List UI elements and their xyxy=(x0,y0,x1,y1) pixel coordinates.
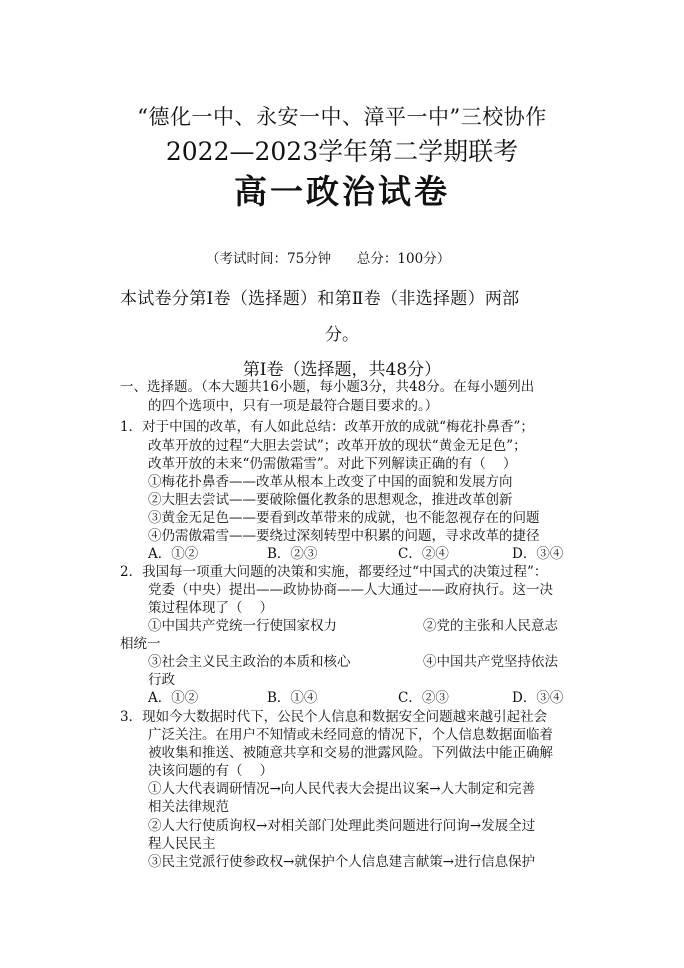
q2-item: ④中国共产党坚持依法 xyxy=(423,654,558,670)
q1-item: ①梅花扑鼻香——改革从根本上改变了中国的面貌和发展方向 xyxy=(148,474,513,490)
q2-item: ②党的主张和人民意志 xyxy=(423,618,558,634)
q2-stem-line: 策过程体现了（ ） xyxy=(148,600,274,616)
q2-option-b: B．①④ xyxy=(267,690,318,706)
instructions-line-1: 一、选择题。（本大题共16小题，每小题3分，共48分。在每小题列出 xyxy=(120,379,535,395)
q2-item: ③社会主义民主政治的本质和核心 xyxy=(148,654,351,670)
exam-year-title: 2022—2023学年第二学期联考 xyxy=(165,137,519,166)
q1-option-a: A．①② xyxy=(148,546,199,562)
q3-item: ①人大代表调研情况→向人民代表大会提出议案→人大制定和完善 xyxy=(148,781,536,797)
q3-item: 程人民民主 xyxy=(148,836,216,852)
q3-stem-line: 被收集和推送、被随意共享和交易的泄露风险。下列做法中能正确解 xyxy=(148,745,553,761)
q2-item: 行政 xyxy=(148,672,175,688)
q2-stem-line: 2．我国每一项重大问题的决策和实施，都要经过“中国式的决策过程”： xyxy=(120,564,548,580)
q3-stem-line: 广泛关注。在用户不知情或未经同意的情况下，个人信息数据面临着 xyxy=(148,727,553,743)
paper-title: 高一政治试卷 xyxy=(234,172,450,211)
q1-item: ④仍需傲霜雪——要绕过深刻转型中积累的问题，寻求改革的捷径 xyxy=(148,528,540,544)
intro-line-1: 本试卷分第Ⅰ卷（选择题）和第Ⅱ卷（非选择题）两部 xyxy=(120,289,520,309)
q1-item: ②大胆去尝试——要破除僵化教条的思想观念，推进改革创新 xyxy=(148,492,513,508)
q1-item: ③黄金无足色——要看到改革带来的成就，也不能忽视存在的问题 xyxy=(148,510,540,526)
q2-stem-line: 党委（中央）提出——政协协商——人大通过——政府执行。这一决 xyxy=(148,582,553,598)
q3-stem-line: 3．现如今大数据时代下，公民个人信息和数据安全问题越来越引起社会 xyxy=(120,709,548,725)
q3-item: 相关法律规范 xyxy=(148,799,229,815)
section-title: 第Ⅰ卷（选择题，共48分） xyxy=(242,360,442,380)
q1-stem-line: 改革开放的未来“仍需傲霜雪”。对此下列解读正确的有（ ） xyxy=(148,456,517,472)
q3-stem-line: 决该问题的有（ ） xyxy=(148,763,274,779)
q1-option-b: B．②③ xyxy=(267,546,318,562)
q1-option-d: D．③④ xyxy=(512,546,564,562)
q3-item: ②人大行使质询权→对相关部门处理此类问题进行问询→发展全过 xyxy=(148,818,536,834)
q2-option-c: C．②③ xyxy=(398,690,449,706)
q2-option-a: A．①② xyxy=(148,690,199,706)
instructions-line-2: 的四个选项中，只有一项是最符合题目要求的。） xyxy=(148,398,439,414)
q1-stem-line: 改革开放的过程“大胆去尝试”；改革开放的现状“黄金无足色”； xyxy=(148,438,527,454)
q2-option-d: D．③④ xyxy=(512,690,564,706)
q1-stem-line: 1．对于中国的改革，有人如此总结：改革开放的成就“梅花扑鼻香”； xyxy=(120,419,534,435)
q2-item: 相统一 xyxy=(120,636,161,652)
intro-line-2: 分。 xyxy=(325,325,359,345)
exam-info: （考试时间：75分钟 总分：100分） xyxy=(206,251,451,267)
q1-option-c: C．②④ xyxy=(398,546,449,562)
q3-item: ③民主党派行使参政权→就保护个人信息建言献策→进行信息保护 xyxy=(148,854,536,870)
q2-item: ①中国共产党统一行使国家权力 xyxy=(148,618,337,634)
school-title: “德化一中、永安一中、漳平一中”三校协作 xyxy=(137,105,547,129)
